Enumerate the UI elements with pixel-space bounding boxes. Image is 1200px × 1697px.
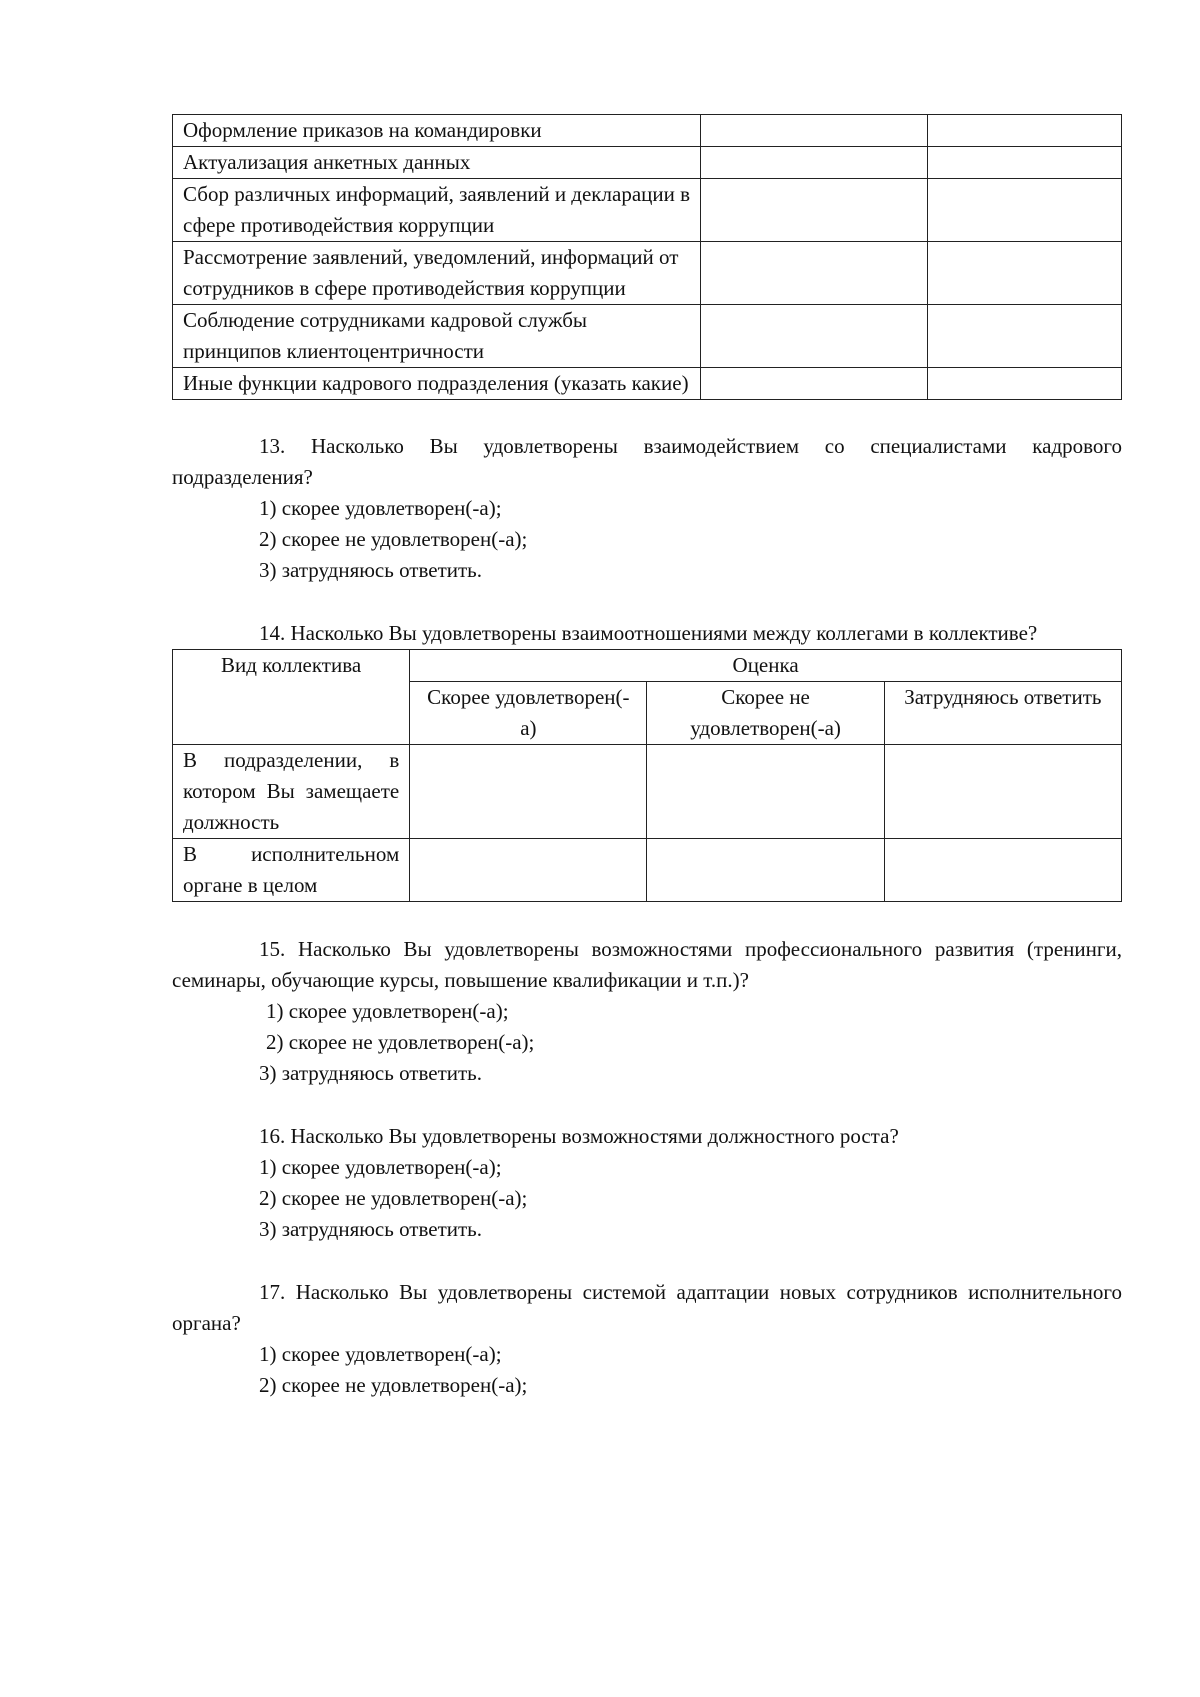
answer-cell[interactable] bbox=[927, 242, 1121, 305]
collective-rating-table bbox=[172, 649, 1122, 902]
question-13: 13. Насколько Вы удовлетворены взаимодействием со специалистами кадрового подразделения? bbox=[172, 434, 1122, 489]
answer-cell[interactable] bbox=[647, 745, 884, 839]
question-14: 14. Насколько Вы удовлетворены взаимоотношениями между коллегами в коллективе? bbox=[259, 621, 1038, 645]
collective-type-header: Вид коллектива bbox=[173, 650, 410, 745]
q17-option-2[interactable]: 2) скорее не удовлетворен(-а); bbox=[259, 1373, 528, 1397]
function-label: Соблюдение сотрудниками кадровой службы принципов клиентоцентричности bbox=[173, 305, 701, 368]
q13-option-3[interactable]: 3) затрудняюсь ответить. bbox=[259, 558, 483, 582]
answer-cell[interactable] bbox=[647, 839, 884, 902]
q15-option-2[interactable]: 2) скорее не удовлетворен(-а); bbox=[266, 1030, 535, 1054]
rating-header: Оценка bbox=[410, 650, 1122, 682]
row-label-subdivision: В подразделении, в котором Вы замещаете должность bbox=[173, 745, 410, 839]
row-label-executive-body: В исполнительном органе в целом bbox=[173, 839, 410, 902]
table-row bbox=[173, 839, 1122, 902]
answer-cell[interactable] bbox=[701, 242, 928, 305]
answer-cell[interactable] bbox=[927, 305, 1121, 368]
answer-cell[interactable] bbox=[701, 305, 928, 368]
answer-cell[interactable] bbox=[927, 115, 1121, 147]
table-row bbox=[173, 305, 1122, 368]
answer-cell[interactable] bbox=[701, 147, 928, 179]
table-row bbox=[173, 242, 1122, 305]
function-label: Рассмотрение заявлений, уведомлений, информаций от сотрудников в сфере противодействия коррупции bbox=[173, 242, 701, 305]
q13-option-2[interactable]: 2) скорее не удовлетворен(-а); bbox=[259, 527, 528, 551]
q15-option-3[interactable]: 3) затрудняюсь ответить. bbox=[259, 1061, 483, 1085]
q17-option-1[interactable]: 1) скорее удовлетворен(-а); bbox=[259, 1342, 502, 1366]
rating-col-hard-to-answer: Затрудняюсь ответить bbox=[884, 682, 1121, 745]
function-label: Сбор различных информаций, заявлений и декларации в сфере противодействия коррупции bbox=[173, 179, 701, 242]
q15-option-1[interactable]: 1) скорее удовлетворен(-а); bbox=[266, 999, 509, 1023]
answer-cell[interactable] bbox=[884, 839, 1121, 902]
question-17: 17. Насколько Вы удовлетворены системой адаптации новых сотрудников исполнительного органа? bbox=[172, 1280, 1122, 1335]
rating-col-satisfied: Скорее удовлетворен(-а) bbox=[410, 682, 647, 745]
answer-cell[interactable] bbox=[701, 368, 928, 400]
answer-cell[interactable] bbox=[410, 745, 647, 839]
function-label: Оформление приказов на командировки bbox=[173, 115, 701, 147]
answer-cell[interactable] bbox=[410, 839, 647, 902]
table-row bbox=[173, 179, 1122, 242]
answer-cell[interactable] bbox=[927, 179, 1121, 242]
table-row bbox=[173, 147, 1122, 179]
question-16: 16. Насколько Вы удовлетворены возможностями должностного роста? bbox=[259, 1124, 899, 1148]
answer-cell[interactable] bbox=[884, 745, 1121, 839]
answer-cell[interactable] bbox=[927, 368, 1121, 400]
table-row bbox=[173, 115, 1122, 147]
function-label: Иные функции кадрового подразделения (указать какие) bbox=[173, 368, 701, 400]
question-15: 15. Насколько Вы удовлетворены возможностями профессионального развития (тренинги, семинары, обучающие курсы, повышение квалификации и т.п.)? bbox=[172, 937, 1122, 992]
answer-cell[interactable] bbox=[701, 115, 928, 147]
table-header-row bbox=[173, 650, 1122, 682]
functions-table bbox=[172, 114, 1122, 400]
q16-option-3[interactable]: 3) затрудняюсь ответить. bbox=[259, 1217, 483, 1241]
table-row bbox=[173, 745, 1122, 839]
q16-option-1[interactable]: 1) скорее удовлетворен(-а); bbox=[259, 1155, 502, 1179]
answer-cell[interactable] bbox=[927, 147, 1121, 179]
answer-cell[interactable] bbox=[701, 179, 928, 242]
table-row bbox=[173, 368, 1122, 400]
page-content bbox=[172, 114, 1122, 1401]
q13-option-1[interactable]: 1) скорее удовлетворен(-а); bbox=[259, 496, 502, 520]
function-label: Актуализация анкетных данных bbox=[173, 147, 701, 179]
q16-option-2[interactable]: 2) скорее не удовлетворен(-а); bbox=[259, 1186, 528, 1210]
rating-col-not-satisfied: Скорее не удовлетворен(-а) bbox=[647, 682, 884, 745]
